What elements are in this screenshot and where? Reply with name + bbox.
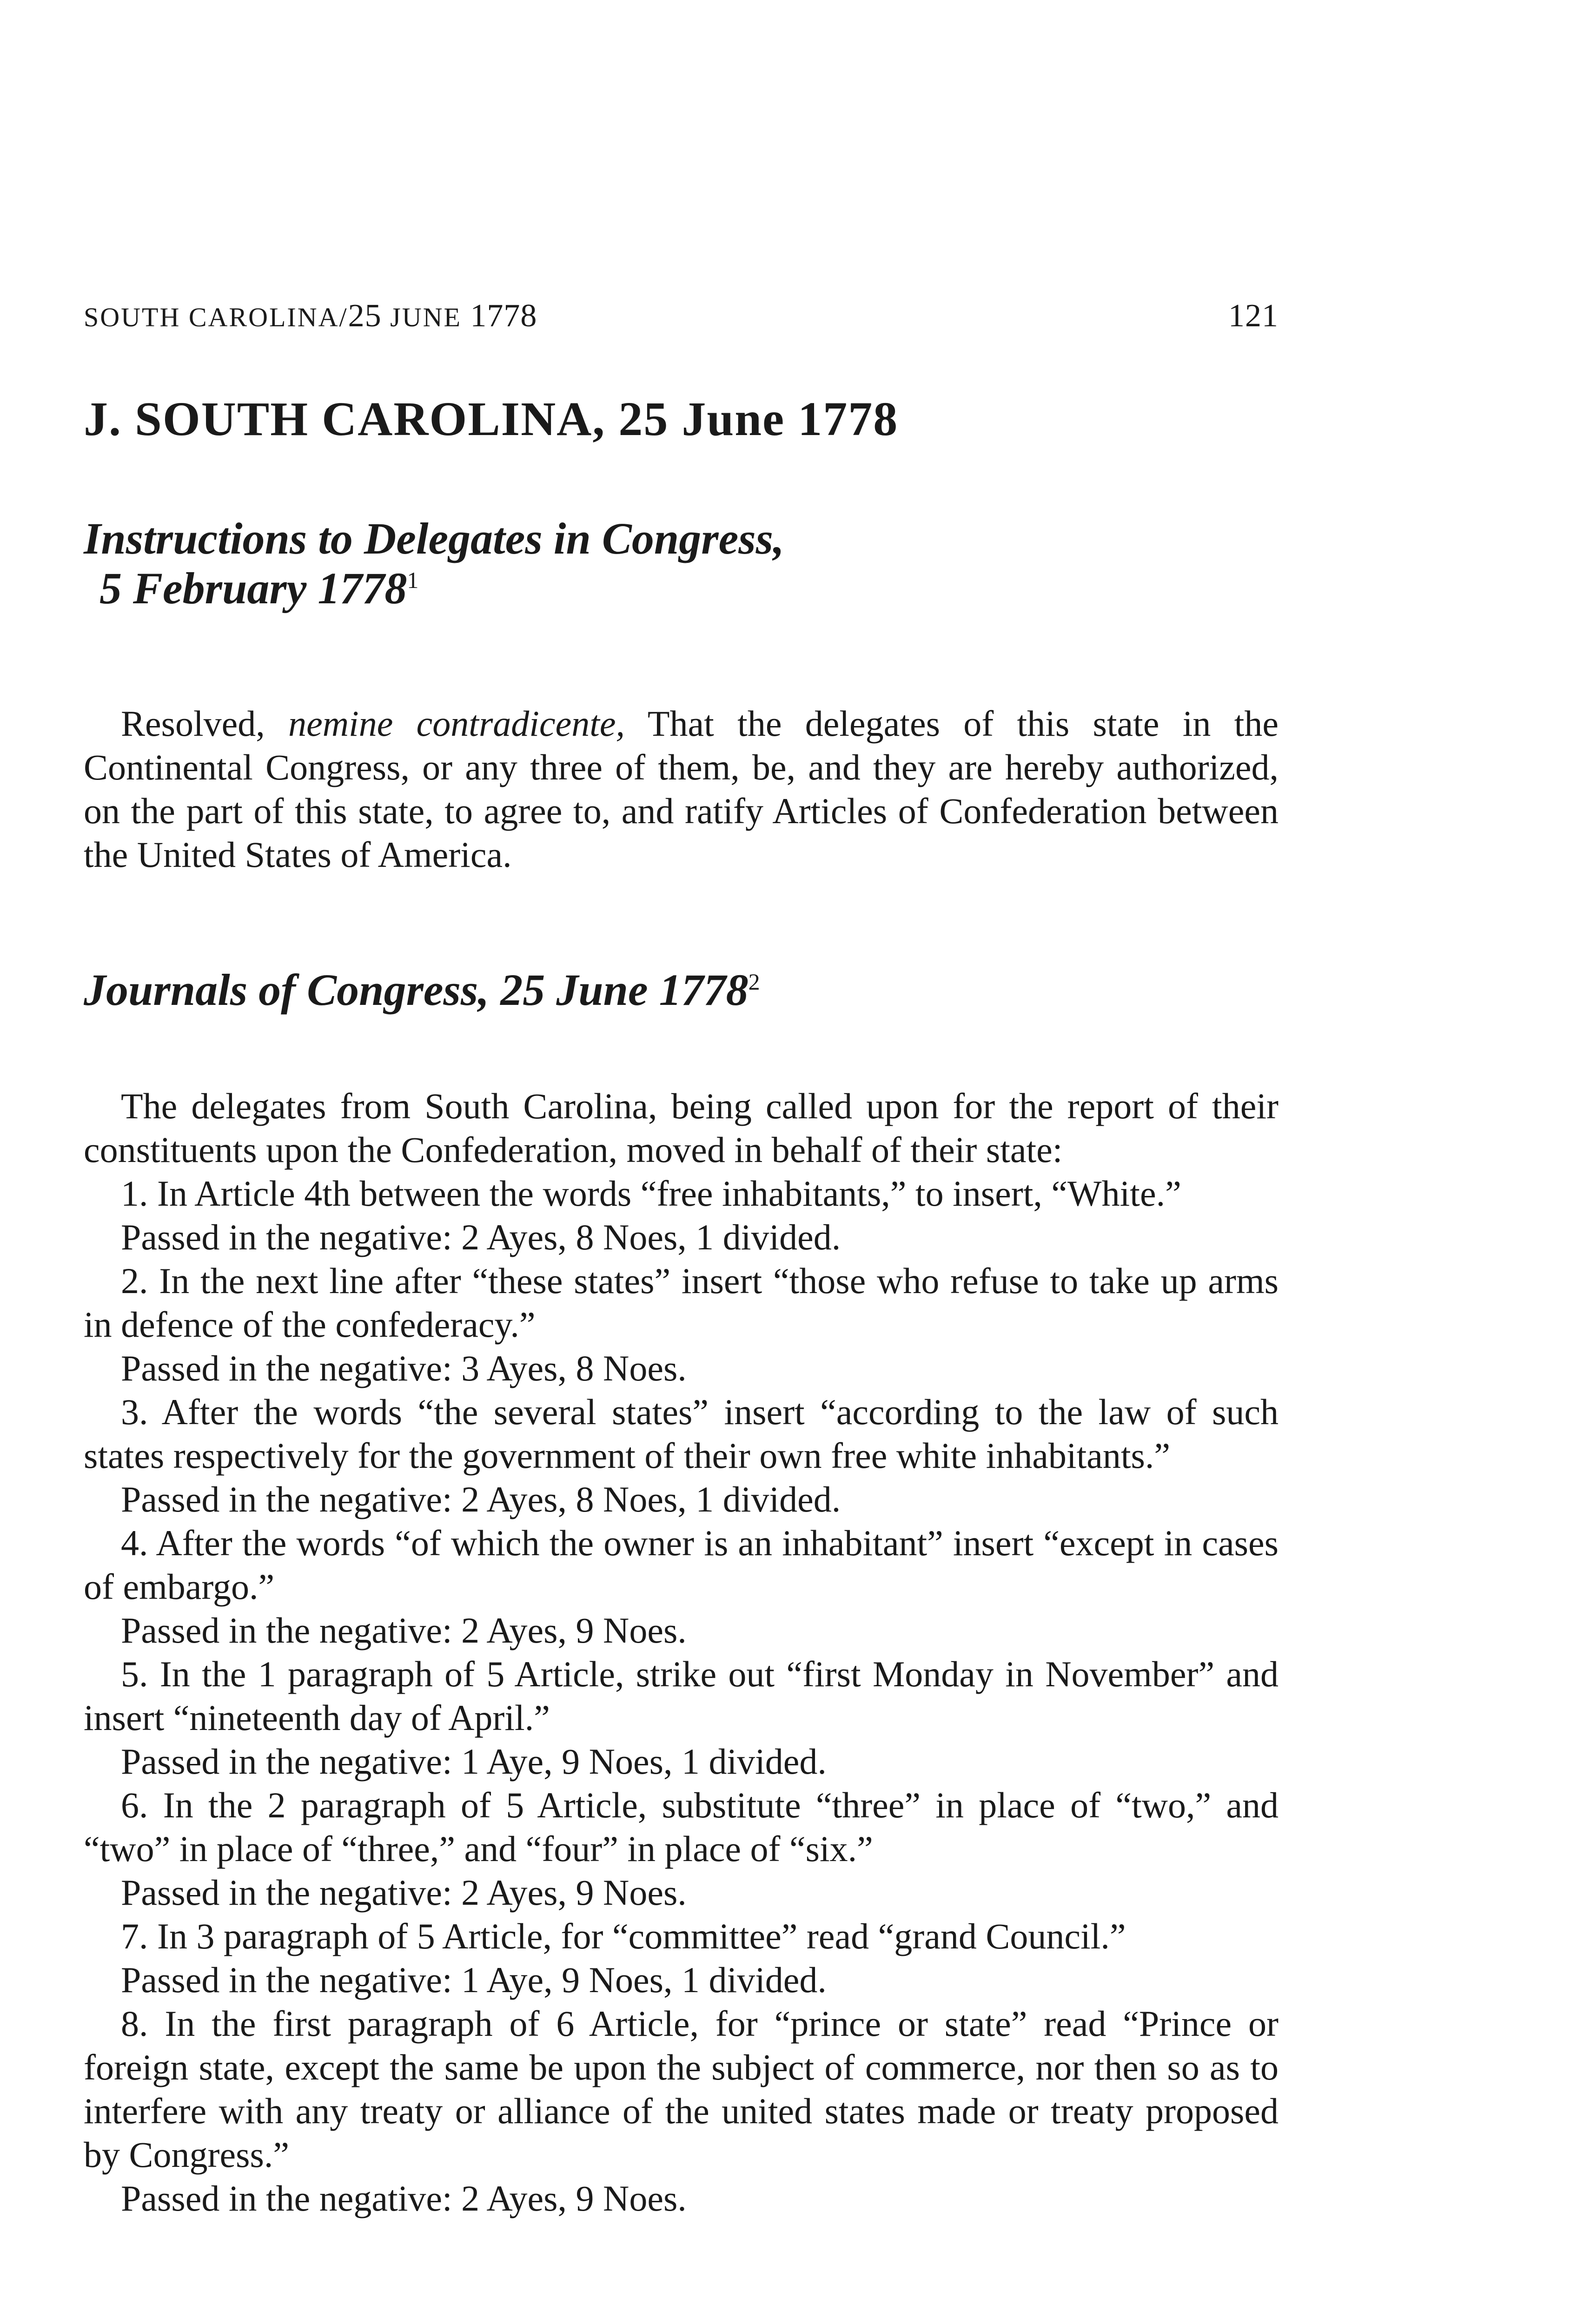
section-title-date: 5 February 1778 [99, 563, 407, 614]
resolution-text [84, 702, 1279, 877]
section-title-line2 [84, 563, 1279, 614]
motion-result: Passed in the negative: 2 Ayes, 9 Noes. [121, 1872, 687, 1913]
running-head-left [84, 297, 537, 335]
motion-item: 8. In the first paragraph of 6 Article, for “prince or state” read “Prince or foreign state, except the same be upon the subject of commerce, nor then so as to interfere with any treaty or alliance of the united states made or treaty proposed by Congress.” [84, 2003, 1279, 2175]
resolution-paragraph [84, 702, 1279, 877]
running-head-year: 1778 [470, 298, 537, 334]
motion-item: 3. After the words “the several states” insert “according to the law of such states respectively for the government of their own free white inhabitants.” [84, 1392, 1279, 1476]
section-title-journals-text: Journals of Congress, 25 June 1778 [84, 964, 749, 1015]
motion-result: Passed in the negative: 1 Aye, 9 Noes, 1 divided. [121, 1960, 827, 2000]
chapter-title: J. SOUTH CAROLINA, 25 June 1778 [84, 392, 899, 446]
motion-item: 1. In Article 4th between the words “free inhabitants,” to insert, “White.” [121, 1173, 1181, 1214]
running-head-state: SOUTH CAROLINA/ [84, 302, 348, 332]
motion-result: Passed in the negative: 2 Ayes, 8 Noes, 1 divided. [121, 1217, 841, 1258]
motion-result: Passed in the negative: 2 Ayes, 9 Noes. [121, 2178, 687, 2219]
motion-item: 5. In the 1 paragraph of 5 Article, strike out “first Monday in November” and insert “nineteenth day of April.” [84, 1654, 1279, 1738]
footnote-ref-2: 2 [748, 968, 760, 995]
motion-item: 6. In the 2 paragraph of 5 Article, substitute “three” in place of “two,” and “two” in place of “three,” and “four” in place of “six.” [84, 1785, 1279, 1869]
resolution-body: That the delegates of this state in the Continental Congress, or any three of them, be, and they are hereby authorized, on the part of this state, to agree to, and ratify Articles of Confederation between the United States of America. [84, 703, 1279, 875]
journal-intro: The delegates from South Carolina, being called upon for the report of their constituents upon the Confederation, moved in behalf of their state: [84, 1086, 1279, 1170]
motion-result: Passed in the negative: 2 Ayes, 8 Noes, 1 divided. [121, 1479, 841, 1520]
running-head [84, 297, 1279, 335]
page-number: 121 [1228, 298, 1279, 334]
document-page [84, 297, 1279, 2220]
motion-result: Passed in the negative: 2 Ayes, 9 Noes. [121, 1610, 687, 1651]
resolution-lead: Resolved, [121, 703, 289, 744]
motion-result: Passed in the negative: 1 Aye, 9 Noes, 1 divided. [121, 1741, 827, 1782]
motion-item: 2. In the next line after “these states” insert “those who refuse to take up arms in defence of the confederacy.” [84, 1261, 1279, 1345]
running-head-month: JUNE [390, 302, 462, 332]
motion-item: 7. In 3 paragraph of 5 Article, for “committee” read “grand Council.” [121, 1916, 1126, 1957]
section-title-journals [84, 965, 1279, 1015]
section-title-line1: Instructions to Delegates in Congress, [84, 513, 784, 563]
resolution-latin: nemine contradicente, [288, 703, 625, 744]
motion-result: Passed in the negative: 3 Ayes, 8 Noes. [121, 1348, 687, 1389]
motion-item: 4. After the words “of which the owner is an inhabitant” insert “except in cases of embargo.” [84, 1523, 1279, 1607]
running-head-day: 25 [348, 298, 382, 334]
journal-body [84, 1084, 1279, 2220]
footnote-ref-1: 1 [407, 567, 419, 594]
section-title-instructions [84, 514, 1279, 614]
